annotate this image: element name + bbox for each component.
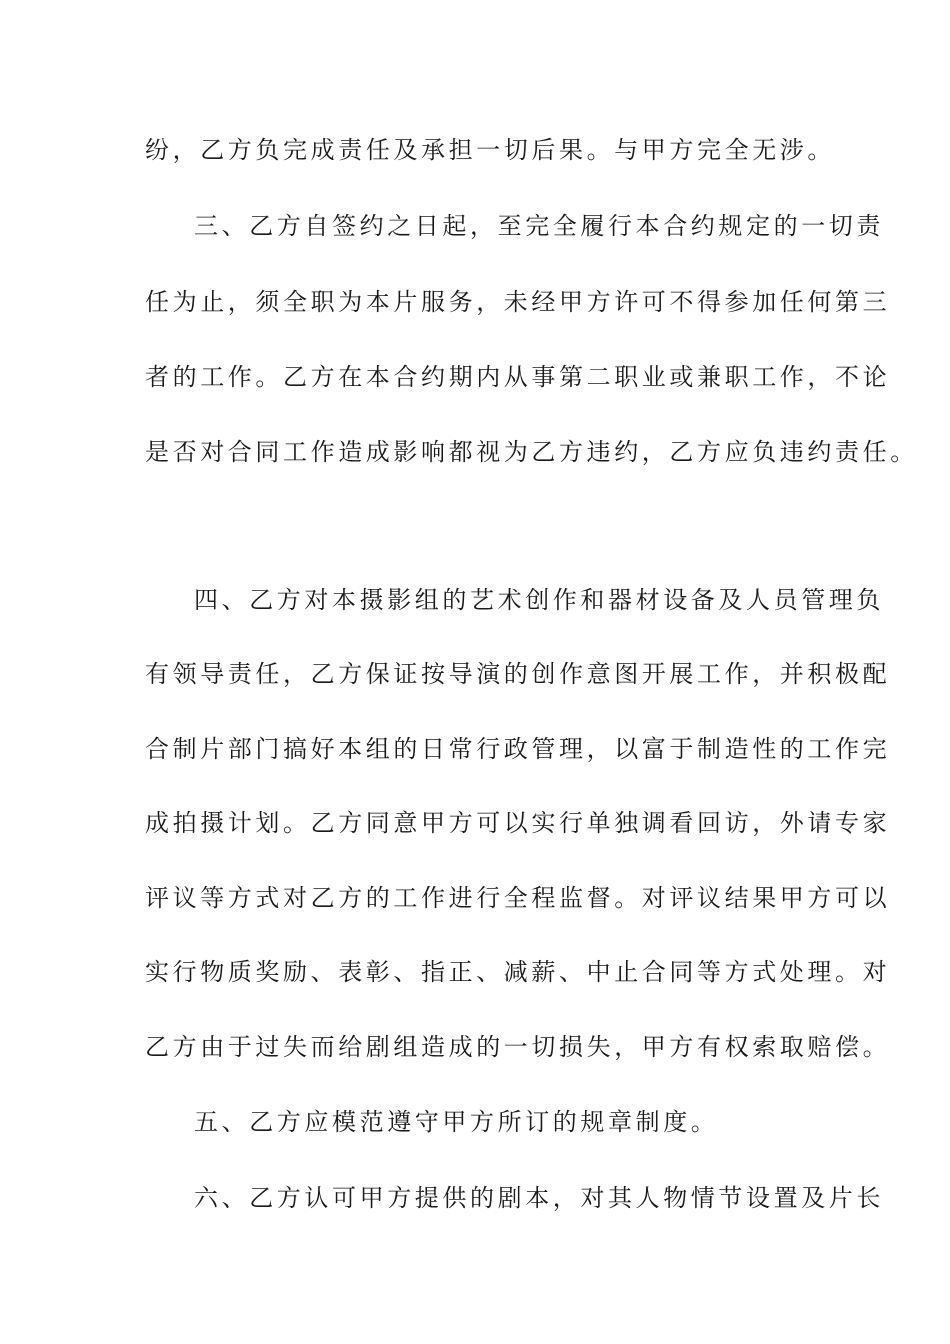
text-line-1: 纷，乙方负完成责任及承担一切后果。与甲方完全无涉。 bbox=[145, 136, 835, 164]
clause-4-line-4: 成拍摄计划。乙方同意甲方可以实行单独调看回访，外请专家 bbox=[145, 809, 891, 837]
clause-3-line-1: 三、乙方自签约之日起，至完全履行本合约规定的一切责 bbox=[194, 212, 884, 240]
clause-4-line-7: 乙方由于过失而给剧组造成的一切损失，甲方有权索取赔偿。 bbox=[145, 1033, 891, 1061]
clause-4-line-2: 有领导责任，乙方保证按导演的创作意图开展工作，并积极配 bbox=[145, 660, 891, 688]
clause-4-line-5: 评议等方式对乙方的工作进行全程监督。对评议结果甲方可以 bbox=[145, 884, 891, 912]
clause-3-line-4: 是否对合同工作造成影响都视为乙方违约，乙方应负违约责任。 bbox=[145, 438, 918, 466]
clause-4-line-1: 四、乙方对本摄影组的艺术创作和器材设备及人员管理负 bbox=[194, 586, 884, 614]
clause-5-line-1: 五、乙方应模范遵守甲方所订的规章制度。 bbox=[194, 1108, 719, 1136]
clause-4-line-6: 实行物质奖励、表彰、指正、减薪、中止合同等方式处理。对 bbox=[145, 958, 891, 986]
clause-3-line-3: 者的工作。乙方在本合约期内从事第二职业或兼职工作，不论 bbox=[145, 363, 891, 391]
clause-3-line-2: 任为止，须全职为本片服务，未经甲方许可不得参加任何第三 bbox=[145, 288, 891, 316]
clause-6-line-1: 六、乙方认可甲方提供的剧本，对其人物情节设置及片长 bbox=[194, 1184, 884, 1212]
clause-4-line-3: 合制片部门搞好本组的日常行政管理，以富于制造性的工作完 bbox=[145, 735, 891, 763]
